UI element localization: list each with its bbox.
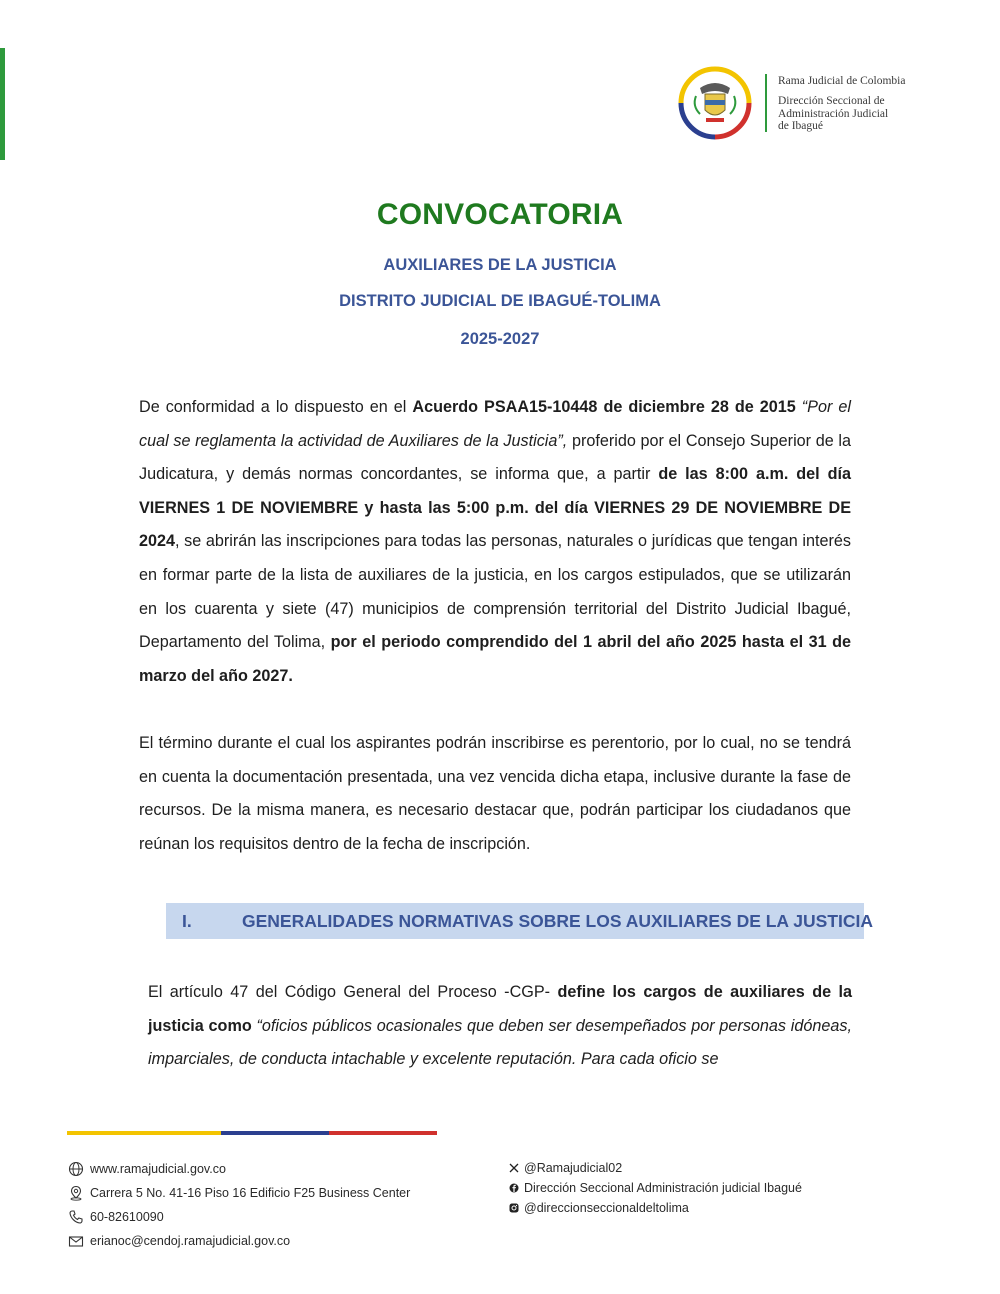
subtitle-distrito: DISTRITO JUDICIAL DE IBAGUÉ-TOLIMA bbox=[339, 292, 661, 310]
tricolor-red bbox=[329, 1131, 437, 1135]
email-icon bbox=[67, 1232, 85, 1250]
org-name: Rama Judicial de Colombia bbox=[778, 75, 906, 87]
footer-website[interactable]: www.ramajudicial.gov.co bbox=[90, 1162, 226, 1176]
footer-email-row bbox=[67, 1229, 410, 1253]
footer-website-row bbox=[67, 1157, 410, 1181]
footer-instagram-row bbox=[508, 1198, 802, 1218]
article-quote: “oficios públicos ocasionales que deben ser desempeñados por personas idóneas, imparciales, de conducta intachable y excelente reputación. Para cada oficio se bbox=[148, 1016, 852, 1069]
header-logo bbox=[678, 66, 938, 146]
phone-icon bbox=[67, 1208, 85, 1226]
document-title: CONVOCATORIA bbox=[376, 198, 624, 231]
intro-text-2: proferido por el Consejo Superior de la Judicatura, y demás normas concordantes, se informa que, a partir bbox=[139, 431, 851, 484]
facebook-icon bbox=[508, 1182, 520, 1194]
footer-tricolor-bar bbox=[67, 1131, 437, 1135]
tricolor-blue bbox=[221, 1131, 329, 1135]
intro-text-3: , se abrirán las inscripciones para todas las personas, naturales o jurídicas que tengan interés en formar parte de la lista de auxiliares de la justicia, en los cargos estipulados, que se utilizarán en los cuarenta y siete (47) municipios de comprensión territorial del Distrito Judicial Ibagué, Departamento del Tolima, bbox=[139, 532, 851, 652]
subtitle-period: 2025-2027 bbox=[460, 330, 540, 348]
article-paragraph bbox=[148, 976, 852, 1077]
dept-line-3: de Ibagué bbox=[778, 120, 824, 132]
subtitle-auxiliares: AUXILIARES DE LA JUSTICIA bbox=[383, 256, 617, 274]
coat-of-arms-seal-icon bbox=[678, 66, 752, 140]
intro-paragraph bbox=[139, 391, 851, 693]
footer-phone-row bbox=[67, 1205, 410, 1229]
intro-dates: de las 8:00 a.m. del día VIERNES 1 DE NOVIEMBRE y hasta las 5:00 p.m. del día VIERNES 29 DE NOVIEMBRE DE 2024 bbox=[139, 465, 851, 551]
footer-phone[interactable]: 60-82610090 bbox=[90, 1210, 164, 1224]
footer-twitter[interactable]: @Ramajudicial02 bbox=[524, 1161, 623, 1175]
article-text-1: El artículo 47 del Código General del Proceso -CGP- bbox=[148, 983, 558, 1001]
section-number: I. bbox=[182, 911, 192, 931]
footer-social bbox=[508, 1158, 802, 1218]
dept-line-2: Administración Judicial bbox=[778, 107, 889, 120]
instagram-icon bbox=[508, 1202, 520, 1214]
section-title: GENERALIDADES NORMATIVAS SOBRE LOS AUXILIARES DE LA JUSTICIA bbox=[242, 911, 874, 931]
logo-divider bbox=[765, 74, 767, 132]
dept-line-1: Dirección Seccional de bbox=[778, 95, 885, 107]
left-accent-bar bbox=[0, 48, 5, 160]
intro-acuerdo-title: “Por el cual se reglamenta la actividad de Auxiliares de la Justicia”, bbox=[139, 398, 851, 450]
section-heading-1 bbox=[166, 903, 874, 939]
globe-icon bbox=[67, 1160, 85, 1178]
footer-contact bbox=[67, 1157, 410, 1253]
tricolor-yellow bbox=[67, 1131, 221, 1135]
location-pin-icon bbox=[67, 1184, 85, 1202]
logo-text-block bbox=[778, 75, 905, 133]
footer-facebook-row bbox=[508, 1178, 802, 1198]
footer-instagram[interactable]: @direccionseccionaldeltolima bbox=[524, 1201, 689, 1215]
footer-twitter-row bbox=[508, 1158, 802, 1178]
footer-address: Carrera 5 No. 41-16 Piso 16 Edificio F25 Business Center bbox=[90, 1186, 411, 1200]
intro-text-1: De conformidad a lo dispuesto en el bbox=[139, 398, 413, 416]
article-definition: define los cargos de auxiliares de la justicia como bbox=[148, 983, 852, 1035]
intro-acuerdo-ref: Acuerdo PSAA15-10448 de diciembre 28 de 2015 bbox=[412, 398, 796, 416]
footer-address-row bbox=[67, 1181, 410, 1205]
term-paragraph: El término durante el cual los aspirantes podrán inscribirse es perentorio, por lo cual, no se tendrá en cuenta la documentación presentada, una vez vencida dicha etapa, inclusive durante la fase de recursos. De la misma manera, es necesario destacar que, podrán participar los ciudadanos que reúnan los requisitos dentro de la fecha de inscripción. bbox=[139, 734, 851, 853]
footer-facebook[interactable]: Dirección Seccional Administración judicial Ibagué bbox=[524, 1181, 802, 1195]
footer-email[interactable]: erianoc@cendoj.ramajudicial.gov.co bbox=[90, 1234, 291, 1248]
x-twitter-icon bbox=[508, 1162, 520, 1174]
intro-period: por el periodo comprendido del 1 abril del año 2025 hasta el 31 de marzo del año 2027. bbox=[139, 633, 851, 685]
